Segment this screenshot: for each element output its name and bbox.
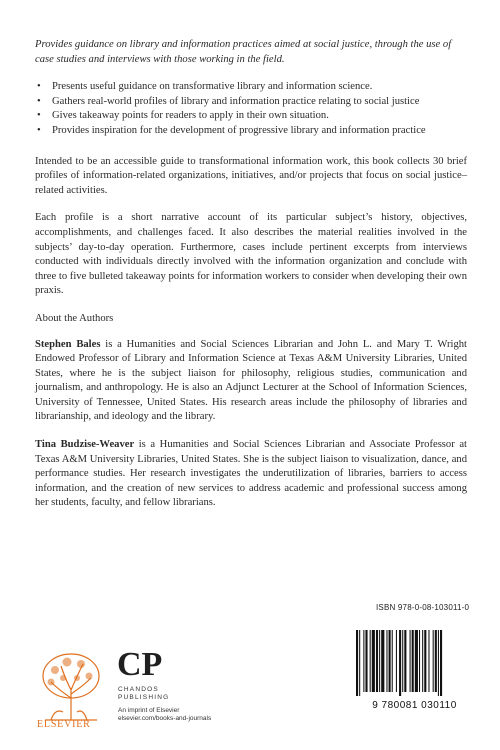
publishing-line: PUBLISHING <box>118 694 170 701</box>
imprint-text <box>118 707 211 723</box>
barcode-bar <box>433 630 434 692</box>
feature-item: • Provides inspiration for the development of progressive library and information practice <box>35 124 467 139</box>
author-bio <box>35 438 467 511</box>
about-authors-heading: About the Authors <box>35 312 114 324</box>
barcode-bar <box>440 630 442 696</box>
feature-item: • Gathers real-world profiles of library and information practice relating to social justice <box>35 95 467 110</box>
elsevier-wordmark: ELSEVIER <box>37 719 91 730</box>
barcode-bar <box>424 630 426 692</box>
barcode-bar <box>379 630 380 692</box>
barcode-bar <box>363 630 364 692</box>
barcode-icon <box>352 628 477 700</box>
barcode-bar <box>435 630 437 692</box>
cover-text <box>35 38 467 524</box>
barcode-bar <box>402 630 403 692</box>
author-name: Tina Budzise-Weaver <box>35 439 135 451</box>
barcode-bar <box>419 630 420 692</box>
barcode-bar <box>389 630 391 692</box>
barcode-bar <box>412 630 414 692</box>
imprint-line: An imprint of Elsevier <box>118 707 180 714</box>
description-paragraph: Intended to be an accessible guide to transformational information work, this book collects 30 brief profiles of information-related organizations, initiatives, and/or projects that focus on social justice–related activities. <box>35 155 467 196</box>
barcode-bar <box>438 630 439 696</box>
barcode-bar <box>422 630 423 692</box>
barcode-bar <box>376 630 378 692</box>
barcode-bar <box>404 630 406 692</box>
barcode-bar <box>356 630 358 696</box>
barcode-bar <box>399 630 401 696</box>
chandos-line: CHANDOS <box>118 686 159 693</box>
description-paragraph: Each profile is a short narrative account of its particular subject’s history, objectives, accomplishments, and challenges faced. It also describes the material realities involved in the subjects’ day-to-day operation. Furthermore, cases include pertinent excerpts from interviews conducted with individuals directly involved with the information organization and conclude with three to five bulleted takeaway points for information workers to consider when developing their own praxis. <box>35 212 467 297</box>
barcode-bar <box>381 630 384 692</box>
barcode-bar <box>392 630 393 692</box>
barcode-bar <box>428 630 429 692</box>
barcode-bar <box>386 630 387 692</box>
barcode-bar <box>396 630 397 692</box>
chandos-publishing-label <box>118 686 169 702</box>
imprint-url: elsevier.com/books-and-journals <box>118 715 212 722</box>
barcode-bar <box>410 630 411 692</box>
chandos-cp-logo: CP <box>117 646 163 683</box>
barcode-bar <box>359 630 360 696</box>
barcode-bar <box>365 630 367 692</box>
author-name: Stephen Bales <box>35 338 101 350</box>
isbn-label: ISBN 978-0-08-103011-0 <box>376 603 470 612</box>
intro-text: Provides guidance on library and information practices aimed at social justice, through the use of case studies and interviews with those working in the field. <box>35 39 452 65</box>
feature-item: • Gives takeaway points for readers to apply in their own situation. <box>35 109 467 124</box>
feature-list <box>35 80 467 138</box>
author-bio-text: is a Humanities and Social Sciences Librarian and Associate Professor at Texas A&M University Libraries, United States. She is the subject liaison to visualization, dance, and performance studies. Her research investigates the underutilization of libraries, barriers to access information, and the creation of new services to address academic and professional success among her students, faculty, and fellow librarians. <box>35 439 467 509</box>
barcode-bar <box>415 630 418 692</box>
barcode-bar <box>370 630 371 692</box>
barcode-number: 9 780081 030110 <box>372 700 457 711</box>
author-bio-text: is a Humanities and Social Sciences Librarian and John L. and Mary T. Wright Endowed Professor of Library and Information Science at Texas A&M University Libraries, United States, where he is the subject liaison for philosophy, religious studies, communication and journalism, and anthropology. He is also an Adjunct Lecturer at the School of Information Sciences, University of Tennessee, United States. His research areas include the philosophy of libraries and librarianship, and ideology and the library. <box>35 338 467 423</box>
elsevier-tree-logo-icon <box>37 650 105 722</box>
author-bio <box>35 338 467 426</box>
barcode-bar <box>372 630 375 692</box>
feature-item: • Presents useful guidance on transformative library and information science. <box>35 80 467 95</box>
